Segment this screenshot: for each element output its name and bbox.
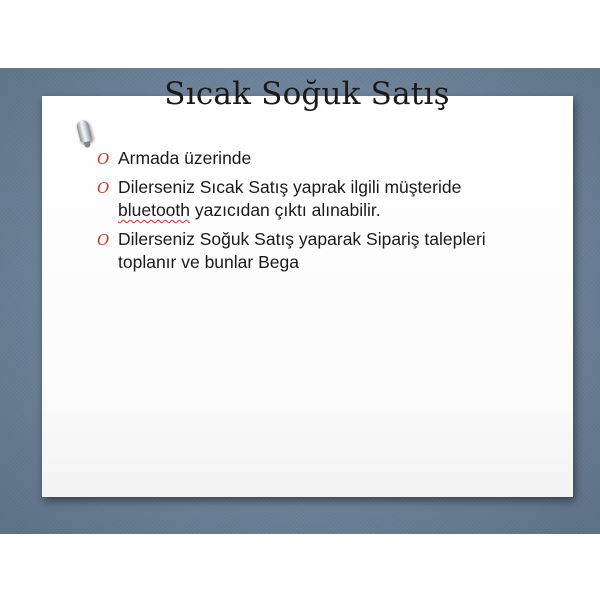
bullet-text[interactable]: Armada üzerinde <box>118 148 252 168</box>
bullet-marker-icon: O <box>97 179 110 197</box>
slide-title[interactable]: Sıcak Soğuk Satış <box>164 76 450 112</box>
bullet-marker-icon: O <box>97 150 110 168</box>
bullet-item[interactable] <box>94 176 514 222</box>
bullet-text[interactable]: Dilerseniz Soğuk Satış yaparak Sipariş talepleri toplanır ve bunlar Bega <box>118 229 486 272</box>
bullet-item[interactable] <box>94 228 514 274</box>
bullet-text-segment: yazıcıdan çıktı alınabilir. <box>190 200 381 220</box>
slide-canvas <box>0 68 600 534</box>
bullet-item[interactable] <box>94 147 514 170</box>
bullet-text[interactable] <box>118 177 461 220</box>
bullet-text-segment: Dilerseniz Sıcak Satış yaprak ilgili müşteride <box>118 177 462 197</box>
bullet-list[interactable] <box>94 147 514 280</box>
spellcheck-flagged-word[interactable]: bluetooth <box>118 200 191 220</box>
push-pin-icon <box>76 119 93 143</box>
bullet-marker-icon: O <box>97 231 110 249</box>
